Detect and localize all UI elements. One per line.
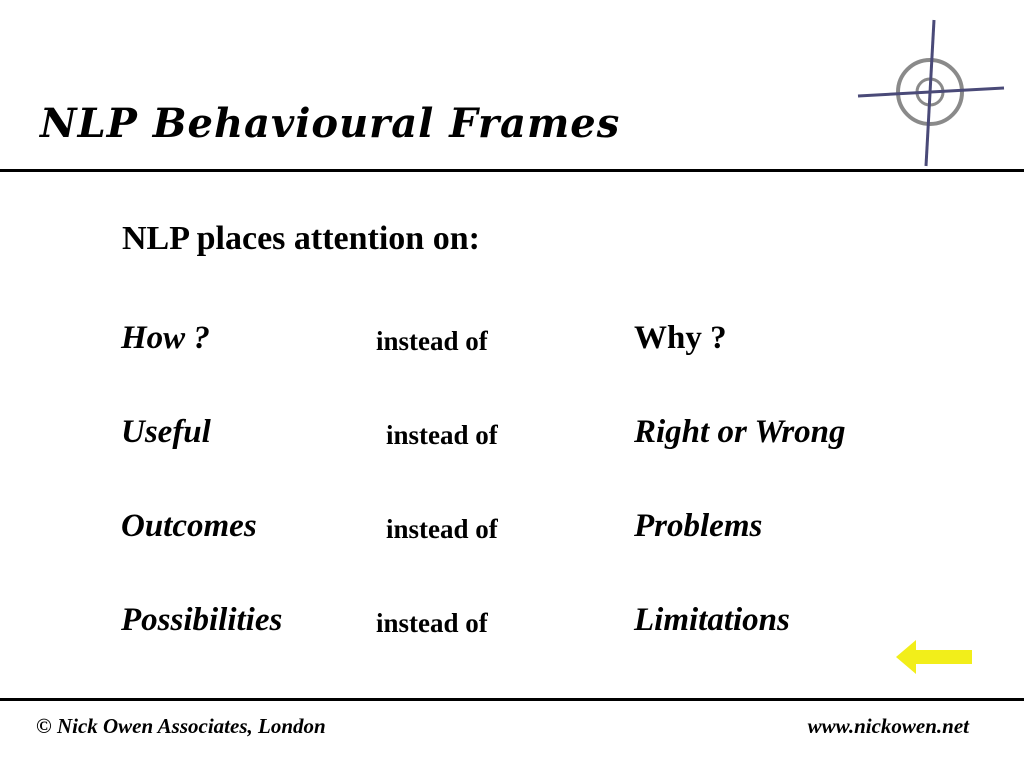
frame-row <box>0 414 1024 454</box>
frame-separator: instead of <box>376 608 488 638</box>
frame-term: How ? <box>121 320 210 356</box>
slide-title: NLP Behavioural Frames <box>40 100 621 147</box>
website-link[interactable]: www.nickowen.net <box>807 714 969 738</box>
frame-contrast: Why ? <box>634 320 727 356</box>
frame-term: Outcomes <box>121 508 257 544</box>
frame-separator: instead of <box>386 420 498 450</box>
frame-contrast: Problems <box>634 508 763 544</box>
frame-row <box>0 602 1024 642</box>
footer-divider <box>0 698 1024 701</box>
frame-contrast: Limitations <box>634 602 790 638</box>
frame-contrast: Right or Wrong <box>634 414 846 450</box>
frame-term: Useful <box>121 414 211 450</box>
frame-separator: instead of <box>386 514 498 544</box>
frame-row <box>0 320 1024 360</box>
frame-term: Possibilities <box>121 602 283 638</box>
crosshair-logo-icon <box>852 18 1008 168</box>
back-arrow-icon[interactable] <box>896 640 974 674</box>
frame-row <box>0 508 1024 548</box>
intro-heading: NLP places attention on: <box>122 220 480 257</box>
frame-separator: instead of <box>376 326 488 356</box>
title-divider <box>0 169 1024 172</box>
copyright-text: © Nick Owen Associates, London <box>36 714 326 738</box>
